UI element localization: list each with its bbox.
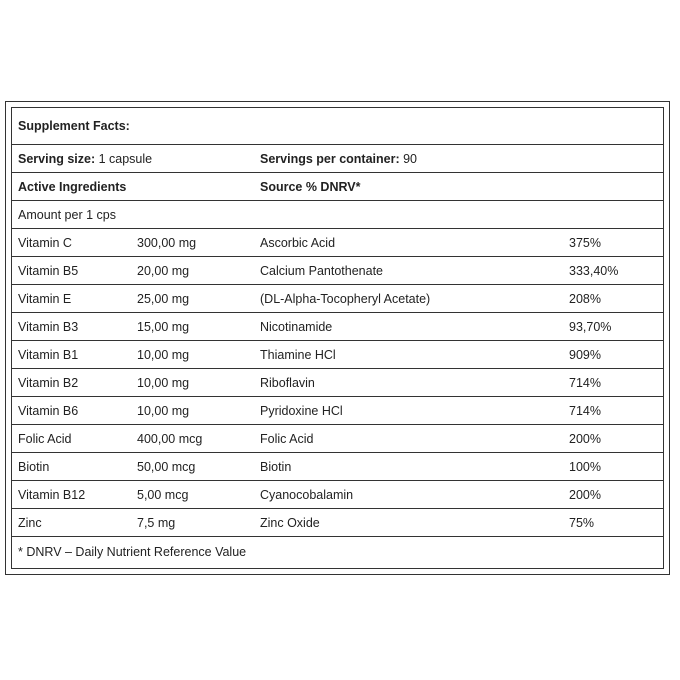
ingredient-amount: 5,00 mcg xyxy=(137,487,189,502)
ingredient-source: (DL-Alpha-Tocopheryl Acetate) xyxy=(260,291,431,306)
servings-per-container xyxy=(260,152,417,165)
supplement-facts-table xyxy=(11,107,664,569)
supplement-facts-panel xyxy=(5,101,670,575)
serving-size xyxy=(18,152,152,165)
ingredient-dnrv: 333,40% xyxy=(569,263,619,278)
ingredient-amount: 10,00 mg xyxy=(137,403,190,418)
ingredient-amount: 7,5 mg xyxy=(137,515,176,530)
ingredient-source: Pyridoxine HCl xyxy=(260,403,343,418)
ingredient-dnrv: 375% xyxy=(569,235,601,250)
ingredient-name: Vitamin B6 xyxy=(18,403,79,418)
ingredient-name: Vitamin E xyxy=(18,291,72,306)
ingredient-amount: 25,00 mg xyxy=(137,291,190,306)
ingredient-source: Nicotinamide xyxy=(260,319,333,334)
ingredient-source: Biotin xyxy=(260,459,292,474)
amount-per-row xyxy=(12,201,663,229)
footnote-row xyxy=(12,537,663,567)
ingredient-dnrv: 200% xyxy=(569,431,601,446)
ingredient-source: Riboflavin xyxy=(260,375,315,390)
table-row xyxy=(12,341,663,369)
servings-per-container-value: 90 xyxy=(399,151,418,166)
ingredient-name: Vitamin B12 xyxy=(18,487,86,502)
ingredient-dnrv: 75% xyxy=(569,515,595,530)
title-row xyxy=(12,108,663,145)
supplement-facts-title: Supplement Facts: xyxy=(18,118,130,133)
table-row xyxy=(12,369,663,397)
header-row xyxy=(12,173,663,201)
ingredient-source: Calcium Pantothenate xyxy=(260,263,383,278)
serving-row xyxy=(12,145,663,173)
amount-per-label: Amount per 1 cps xyxy=(18,207,116,222)
servings-per-container-label: Servings per container: xyxy=(260,151,400,166)
ingredient-amount: 10,00 mg xyxy=(137,347,190,362)
table-row xyxy=(12,229,663,257)
serving-size-value: 1 capsule xyxy=(95,151,153,166)
ingredient-name: Vitamin B2 xyxy=(18,375,79,390)
active-ingredients-header: Active Ingredients xyxy=(18,179,127,194)
ingredient-source: Zinc Oxide xyxy=(260,515,320,530)
ingredient-name: Vitamin B1 xyxy=(18,347,79,362)
table-row xyxy=(12,397,663,425)
ingredient-name: Vitamin B5 xyxy=(18,263,79,278)
ingredient-amount: 50,00 mcg xyxy=(137,459,196,474)
ingredient-dnrv: 208% xyxy=(569,291,601,306)
ingredient-dnrv: 714% xyxy=(569,403,601,418)
ingredient-amount: 10,00 mg xyxy=(137,375,190,390)
ingredient-source: Cyanocobalamin xyxy=(260,487,354,502)
ingredient-name: Vitamin B3 xyxy=(18,319,79,334)
ingredient-name: Zinc xyxy=(18,515,42,530)
ingredient-name: Biotin xyxy=(18,459,50,474)
ingredient-source: Ascorbic Acid xyxy=(260,235,336,250)
ingredient-amount: 15,00 mg xyxy=(137,319,190,334)
table-row xyxy=(12,481,663,509)
ingredient-amount: 400,00 mcg xyxy=(137,431,203,446)
ingredient-dnrv: 93,70% xyxy=(569,319,612,334)
table-row xyxy=(12,285,663,313)
ingredient-amount: 300,00 mg xyxy=(137,235,197,250)
serving-size-label: Serving size: xyxy=(18,151,96,166)
table-row xyxy=(12,509,663,537)
ingredient-dnrv: 909% xyxy=(569,347,601,362)
ingredient-source: Folic Acid xyxy=(260,431,314,446)
ingredient-amount: 20,00 mg xyxy=(137,263,190,278)
ingredient-dnrv: 200% xyxy=(569,487,601,502)
table-row xyxy=(12,425,663,453)
ingredient-source: Thiamine HCl xyxy=(260,347,336,362)
ingredient-name: Folic Acid xyxy=(18,431,72,446)
ingredient-dnrv: 100% xyxy=(569,459,601,474)
table-row xyxy=(12,453,663,481)
footnote: * DNRV – Daily Nutrient Reference Value xyxy=(18,544,247,559)
source-dnrv-header: Source % DNRV* xyxy=(260,179,361,194)
ingredient-name: Vitamin C xyxy=(18,235,72,250)
ingredient-dnrv: 714% xyxy=(569,375,601,390)
table-row xyxy=(12,257,663,285)
table-row xyxy=(12,313,663,341)
